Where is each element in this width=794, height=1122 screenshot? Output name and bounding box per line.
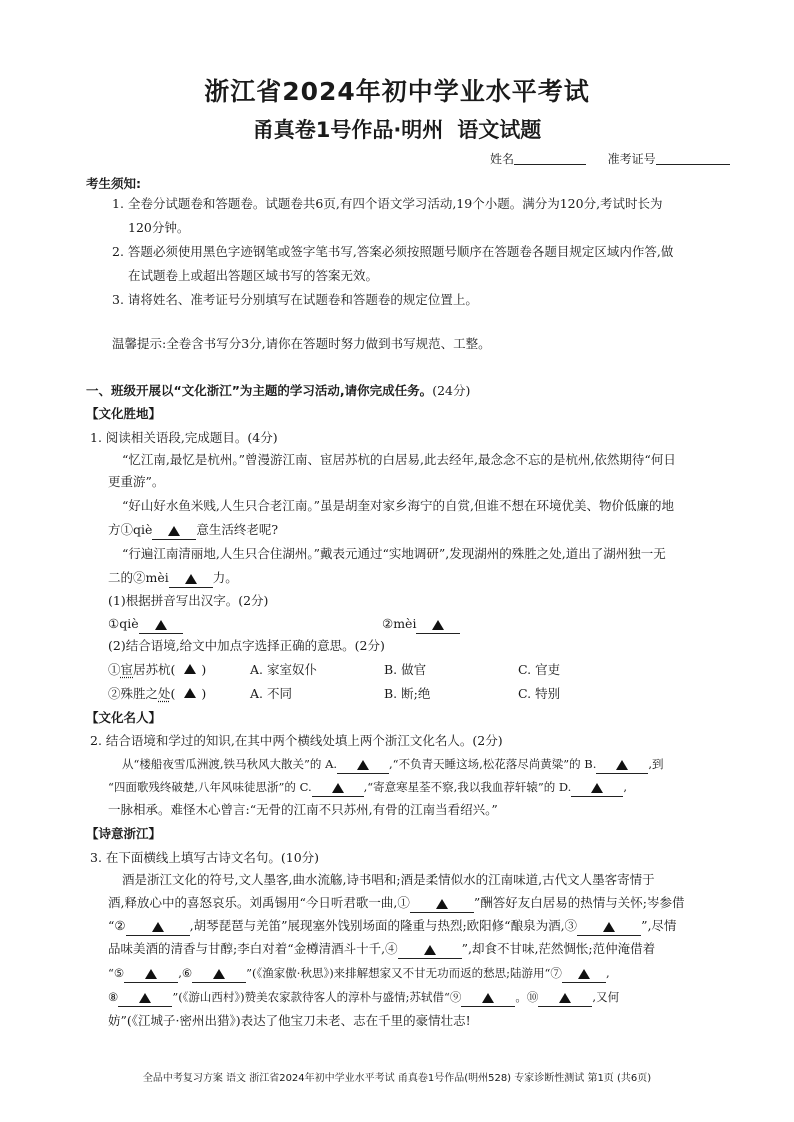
question-stem: 2. 结合语境和学过的知识,在其中两个横线处填上两个浙江文化名人。(2分)	[90, 733, 503, 748]
notice-item: 120分钟。	[128, 220, 190, 235]
triangle-icon	[432, 620, 444, 630]
name-id-line	[490, 150, 730, 167]
answer-blank[interactable]	[126, 921, 190, 936]
triangle-icon	[559, 993, 571, 1003]
triangle-icon	[436, 899, 448, 909]
passage-line: ⑧ ”(《游山西村》)赞美农家款待客人的淳朴与盛情;苏轼借“⑨ 。⑩ ,又何	[108, 989, 619, 1007]
choice-row: ①宦居苏杭( )	[108, 662, 207, 677]
answer-blank[interactable]	[577, 921, 641, 936]
sub-question: (1)根据拼音写出汉字。(2分)	[108, 593, 269, 608]
answer-blank[interactable]	[179, 686, 201, 702]
choice-option[interactable]: C. 特别	[518, 686, 561, 701]
choice-option[interactable]: C. 官吏	[518, 662, 561, 677]
question-stem: 1. 阅读相关语段,完成题目。(4分)	[90, 430, 278, 445]
page-subtitle	[0, 114, 794, 144]
answer-blank[interactable]	[124, 968, 178, 983]
section-heading: 一、班级开展以“文化浙江”为主题的学习活动,请你完成任务。(24分)	[86, 383, 471, 398]
passage-line: 酒是浙江文化的符号,文人墨客,曲水流觞,诗书唱和;酒是柔情似水的江南味道,古代文人墨客寄情于	[122, 872, 655, 887]
answer-blank[interactable]	[152, 525, 196, 540]
triangle-icon	[185, 574, 197, 584]
notice-item: 2. 答题必须使用黑色字迹钢笔或签字笔书写,答案必须按照题号顺序在答题卷各题目规定区域内作答,做	[112, 244, 674, 259]
triangle-icon	[213, 969, 225, 979]
page-footer: 全品中考复习方案 语文 浙江省2024年初中学业水平考试 甬真卷1号作品(明州528) 专家诊断性测试 第1页 (共6页)	[142, 1073, 652, 1084]
triangle-icon	[482, 993, 494, 1003]
answer-blank[interactable]	[192, 968, 246, 983]
passage-line: “⑤ ,⑥ ”(《渔家傲·秋思》)来排解想家又不甘无功而返的愁思;陆游用“⑦ ,	[108, 965, 610, 983]
triangle-icon	[357, 760, 369, 770]
answer-blank[interactable]	[562, 968, 606, 983]
exam-id-label: 准考证号	[607, 152, 656, 166]
page-title: 浙江省2024年初中学业水平考试	[204, 77, 590, 106]
passage-line: 妨”(《江城子·密州出猎》)表达了他宝刀未老、志在千里的豪情壮志!	[108, 1013, 471, 1028]
passage-line: “四面歌残终破楚,八年风味徒思浙”的 C. ,“寄意寒星荃不察,我以我血荐轩辕”的 D. ,	[108, 779, 627, 797]
passage-line: “② ,胡琴琵琶与羌笛”展现塞外饯别场面的隆重与热烈;欧阳修“酿泉为酒,③ ”,尽情	[108, 918, 676, 936]
answer-blank[interactable]	[169, 573, 213, 588]
answer-blank[interactable]	[416, 619, 460, 634]
triangle-icon	[591, 783, 603, 793]
name-blank[interactable]	[514, 152, 586, 165]
passage-line: 从“楼船夜雪瓜洲渡,铁马秋风大散关”的 A. ,“不负青天睡这场,松花落尽尚黄粱”的 B. ,到	[122, 756, 664, 774]
choice-option[interactable]: A. 家室奴仆	[250, 662, 317, 677]
triangle-icon	[424, 945, 436, 955]
passage-line: “忆江南,最忆是杭州。”曾漫游江南、宦居苏杭的白居易,此去经年,最念念不忘的是杭州,依然期待“何日	[122, 452, 676, 467]
triangle-icon	[616, 760, 628, 770]
exam-id-blank[interactable]	[656, 152, 730, 165]
triangle-icon	[139, 993, 151, 1003]
answer-blank[interactable]	[538, 992, 592, 1007]
triangle-icon	[152, 922, 164, 932]
triangle-icon	[145, 969, 157, 979]
sub-heading: 【文化名人】	[86, 710, 162, 725]
answer-blank[interactable]	[179, 662, 201, 678]
sub-heading: 【诗意浙江】	[86, 826, 162, 841]
name-label: 姓名	[490, 152, 515, 166]
triangle-icon	[332, 783, 344, 793]
answer-blank[interactable]	[139, 619, 183, 634]
answer-blank[interactable]	[410, 898, 474, 913]
triangle-icon	[578, 969, 590, 979]
passage-line: 方①qiè 意生活终老呢?	[108, 522, 278, 540]
passage-line: 二的②mèi 力。	[108, 570, 238, 588]
choice-option[interactable]: A. 不同	[250, 686, 292, 701]
passage-line: “行遍江南清丽地,人生只合住湖州。”戴表元通过“实地调研”,发现湖州的殊胜之处,道出了湖州独一无	[122, 546, 666, 561]
notice-tip: 温馨提示:全卷含书写分3分,请你在答题时努力做到书写规范、工整。	[112, 336, 491, 351]
answer-blank[interactable]	[312, 782, 364, 797]
notice-item: 1. 全卷分试题卷和答题卷。试题卷共6页,有四个语文学习活动,19个小题。满分为120分,考试时长为	[112, 196, 663, 211]
answer-blank[interactable]	[596, 759, 648, 774]
subtitle-left: 甬真卷1号作品·明州	[252, 118, 444, 142]
choice-row: ②殊胜之处( )	[108, 686, 207, 701]
triangle-icon	[184, 688, 196, 698]
sub-heading: 【文化胜地】	[86, 406, 162, 421]
triangle-icon	[184, 664, 196, 674]
choice-option[interactable]: B. 做官	[384, 662, 427, 677]
passage-line: 一脉相承。难怪木心曾言:“无骨的江南不只苏州,有骨的江南当看绍兴。”	[108, 802, 498, 817]
notice-item: 在试题卷上或超出答题区域书写的答案无效。	[128, 268, 379, 283]
answer-blank[interactable]	[337, 759, 389, 774]
subtitle-right: 语文试题	[457, 118, 542, 142]
triangle-icon	[603, 922, 615, 932]
pinyin-item: ②mèi	[382, 616, 460, 634]
answer-blank[interactable]	[571, 782, 623, 797]
passage-line: 品味美酒的清香与甘醇;李白对着“金樽清酒斗十千,④ ”,却食不甘味,茫然惆怅;范仲淹借着	[108, 941, 655, 959]
answer-blank[interactable]	[398, 944, 462, 959]
answer-blank[interactable]	[118, 992, 172, 1007]
passage-line: 更重游”。	[108, 474, 165, 489]
passage-line: “好山好水鱼米贱,人生只合老江南。”虽是胡奎对家乡海宁的自赏,但谁不想在环境优美、物价低廉的地	[122, 498, 674, 513]
sub-question: (2)结合语境,给文中加点字选择正确的意思。(2分)	[108, 638, 385, 653]
pinyin-item: ①qiè	[108, 616, 183, 634]
question-stem: 3. 在下面横线上填写古诗文名句。(10分)	[90, 850, 320, 865]
notice-heading: 考生须知:	[86, 176, 141, 191]
passage-line: 酒,释放心中的喜怒哀乐。刘禹锡用“今日听君歌一曲,① ”酬答好友白居易的热情与关怀;岑参借	[108, 895, 684, 913]
choice-option[interactable]: B. 断;绝	[384, 686, 431, 701]
triangle-icon	[155, 620, 167, 630]
triangle-icon	[168, 526, 180, 536]
answer-blank[interactable]	[461, 992, 515, 1007]
notice-item: 3. 请将姓名、准考证号分别填写在试题卷和答题卷的规定位置上。	[112, 292, 478, 307]
